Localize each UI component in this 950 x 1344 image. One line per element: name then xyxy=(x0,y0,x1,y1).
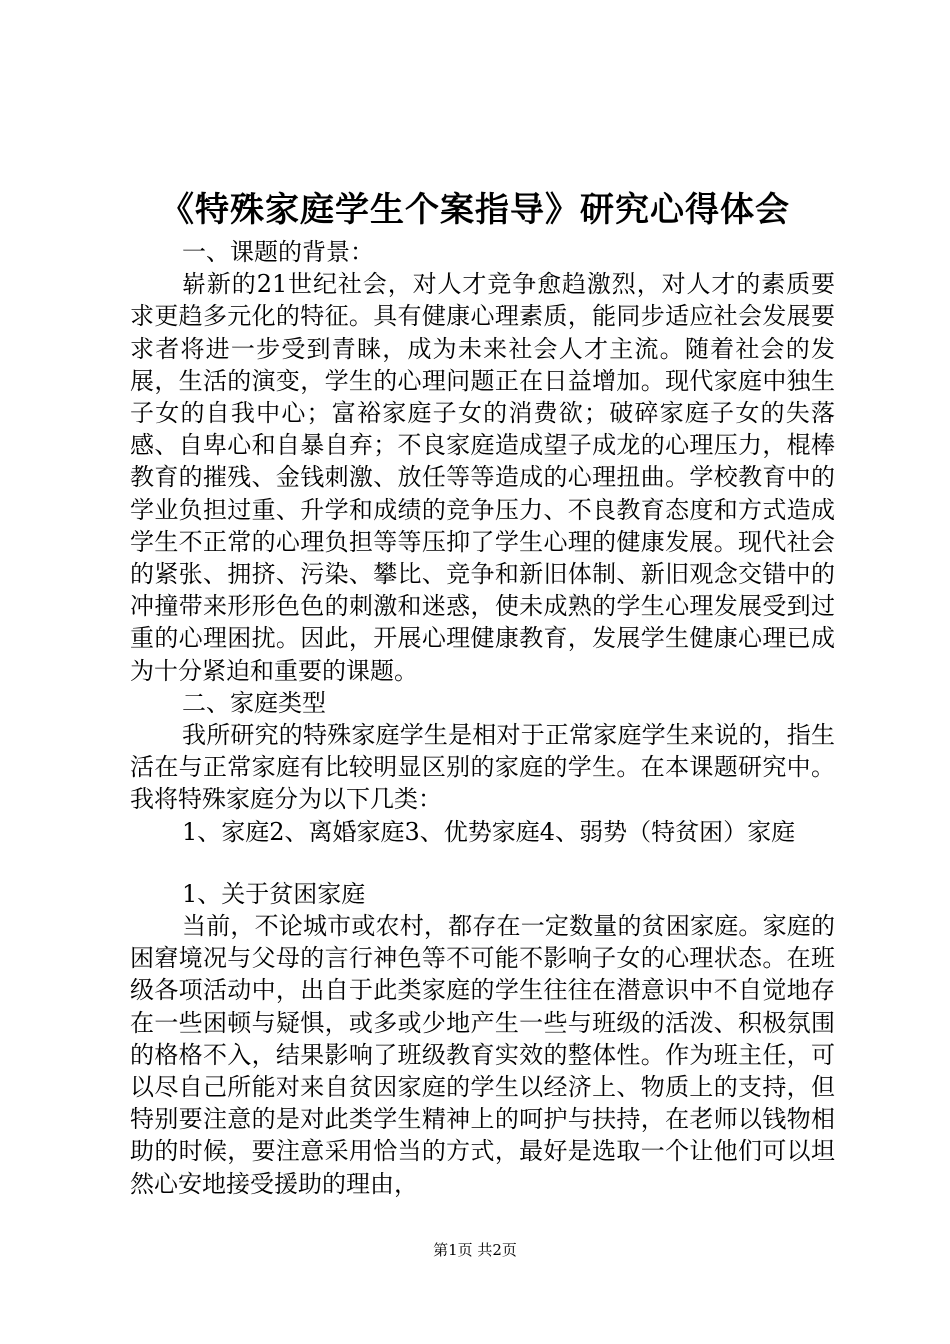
section-heading-family-types: 二、家庭类型 xyxy=(182,688,326,717)
family-type-list: 1、家庭2、离婚家庭3、优势家庭4、弱势（特贫困）家庭 xyxy=(182,817,796,846)
paragraph-poor-family: 当前，不论城市或农村，都存在一定数量的贫困家庭。家庭的困窘境况与父母的言行神色等不可能不影响子女的心理状态。在班级各项活动中，出自于此类家庭的学生往往在潜意识中不自觉地存在一些困顿与疑惧，或多或少地产生一些与班级的活泼、积极氛围的格格不入，结果影响了班级教育实效的整体性。作为班主任，可以尽自己所能对来自贫因家庭的学生以经济上、物质上的支持，但特别要注意的是对此类学生精神上的呵护与扶持，在老师以钱物相助的时候，要注意采用恰当的方式，最好是选取一个让他们可以坦然心安地接受援助的理由， xyxy=(130,912,835,1198)
page-footer: 第1页 共2页 xyxy=(433,1241,517,1259)
page-title: 《特殊家庭学生个案指导》研究心得体会 xyxy=(160,190,790,230)
paragraph-background: 崭新的21世纪社会，对人才竞争愈趋激烈，对人才的素质要求更趋多元化的特征。具有健康心理素质，能同步适应社会发展要求者将进一步受到青睐，成为未来社会人才主流。随着社会的发展，生活的演变，学生的心理问题正在日益增加。现代家庭中独生子女的自我中心；富裕家庭子女的消费欲；破碎家庭子女的失落感、自卑心和自暴自弃；不良家庭造成望子成龙的心理压力，棍棒教育的摧残、金钱刺激、放任等等造成的心理扭曲。学校教育中的学业负担过重、升学和成绩的竞争压力、不良教育态度和方式造成学生不正常的心理负担等等压抑了学生心理的健康发展。现代社会的紧张、拥挤、污染、攀比、竞争和新旧体制、新旧观念交错中的冲撞带来形形色色的刺激和迷惑，使未成熟的学生心理发展受到过重的心理困扰。因此，开展心理健康教育，发展学生健康心理已成为十分紧迫和重要的课题。 xyxy=(130,270,835,685)
section-heading-background: 一、课题的背景： xyxy=(182,238,374,266)
paragraph-family-definition: 我所研究的特殊家庭学生是相对于正常家庭学生来说的，指生活在与正常家庭有比较明显区别的家庭的学生。在本课题研究中。我将特殊家庭分为以下几类： xyxy=(130,721,835,814)
document-body xyxy=(130,236,835,1200)
subsection-heading-poor-family: 1、关于贫困家庭 xyxy=(182,879,366,908)
